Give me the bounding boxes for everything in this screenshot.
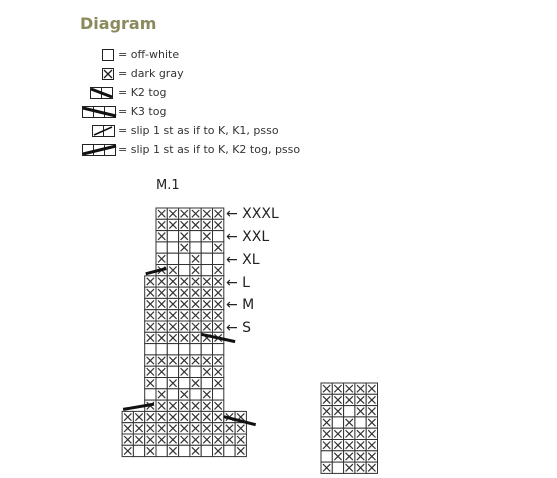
- empty-cell: [190, 231, 201, 242]
- empty-cell: [167, 231, 178, 242]
- legend-text: = off-white: [118, 48, 180, 61]
- empty-cell: [344, 406, 355, 417]
- empty-cell: [179, 344, 190, 355]
- empty-cell: [213, 344, 224, 355]
- chart-label-m1: M.1: [156, 178, 180, 193]
- empty-cell: [167, 242, 178, 253]
- empty-cell: [201, 445, 212, 456]
- empty-cell: [179, 253, 190, 264]
- empty-cell: [213, 253, 224, 264]
- legend-text: = K3 tog: [118, 105, 167, 118]
- empty-cell: [224, 445, 235, 456]
- empty-cell: [321, 451, 332, 462]
- empty-cell: [190, 389, 201, 400]
- legend-text: = slip 1 st as if to K, K2 tog, psso: [118, 143, 301, 156]
- empty-cell: [179, 378, 190, 389]
- legend-text: = K2 tog: [118, 86, 167, 99]
- empty-cell: [156, 445, 167, 456]
- empty-cell: [156, 344, 167, 355]
- legend-text: = dark gray: [118, 67, 184, 80]
- size-label-l: ← L: [226, 275, 250, 291]
- empty-cell: [167, 253, 178, 264]
- empty-cell: [179, 265, 190, 276]
- empty-cell: [167, 344, 178, 355]
- size-label-s: ← S: [226, 320, 252, 336]
- empty-cell: [167, 389, 178, 400]
- empty-cell: [145, 344, 156, 355]
- empty-cell: [201, 344, 212, 355]
- empty-cell: [190, 242, 201, 253]
- empty-cell: [190, 344, 201, 355]
- size-label-m: ← M: [226, 297, 255, 313]
- size-label-xxxl: ← XXXL: [226, 206, 279, 222]
- empty-cell: [213, 389, 224, 400]
- empty-cell: [156, 242, 167, 253]
- empty-cell: [167, 366, 178, 377]
- empty-cell: [213, 231, 224, 242]
- empty-cell: [332, 417, 343, 428]
- empty-cell: [190, 366, 201, 377]
- empty-cell: [201, 265, 212, 276]
- diagram-title: Diagram: [80, 14, 157, 33]
- empty-cell: [133, 445, 144, 456]
- empty-cell: [201, 253, 212, 264]
- empty-cell: [145, 389, 156, 400]
- empty-cell: [156, 378, 167, 389]
- legend-text: = slip 1 st as if to K, K1, psso: [118, 124, 279, 137]
- empty-cell: [355, 417, 366, 428]
- empty-cell: [201, 242, 212, 253]
- size-label-xxl: ← XXL: [226, 229, 270, 245]
- size-label-xl: ← XL: [226, 252, 260, 268]
- empty-cell: [201, 378, 212, 389]
- empty-cell: [179, 445, 190, 456]
- empty-cell: [332, 462, 343, 473]
